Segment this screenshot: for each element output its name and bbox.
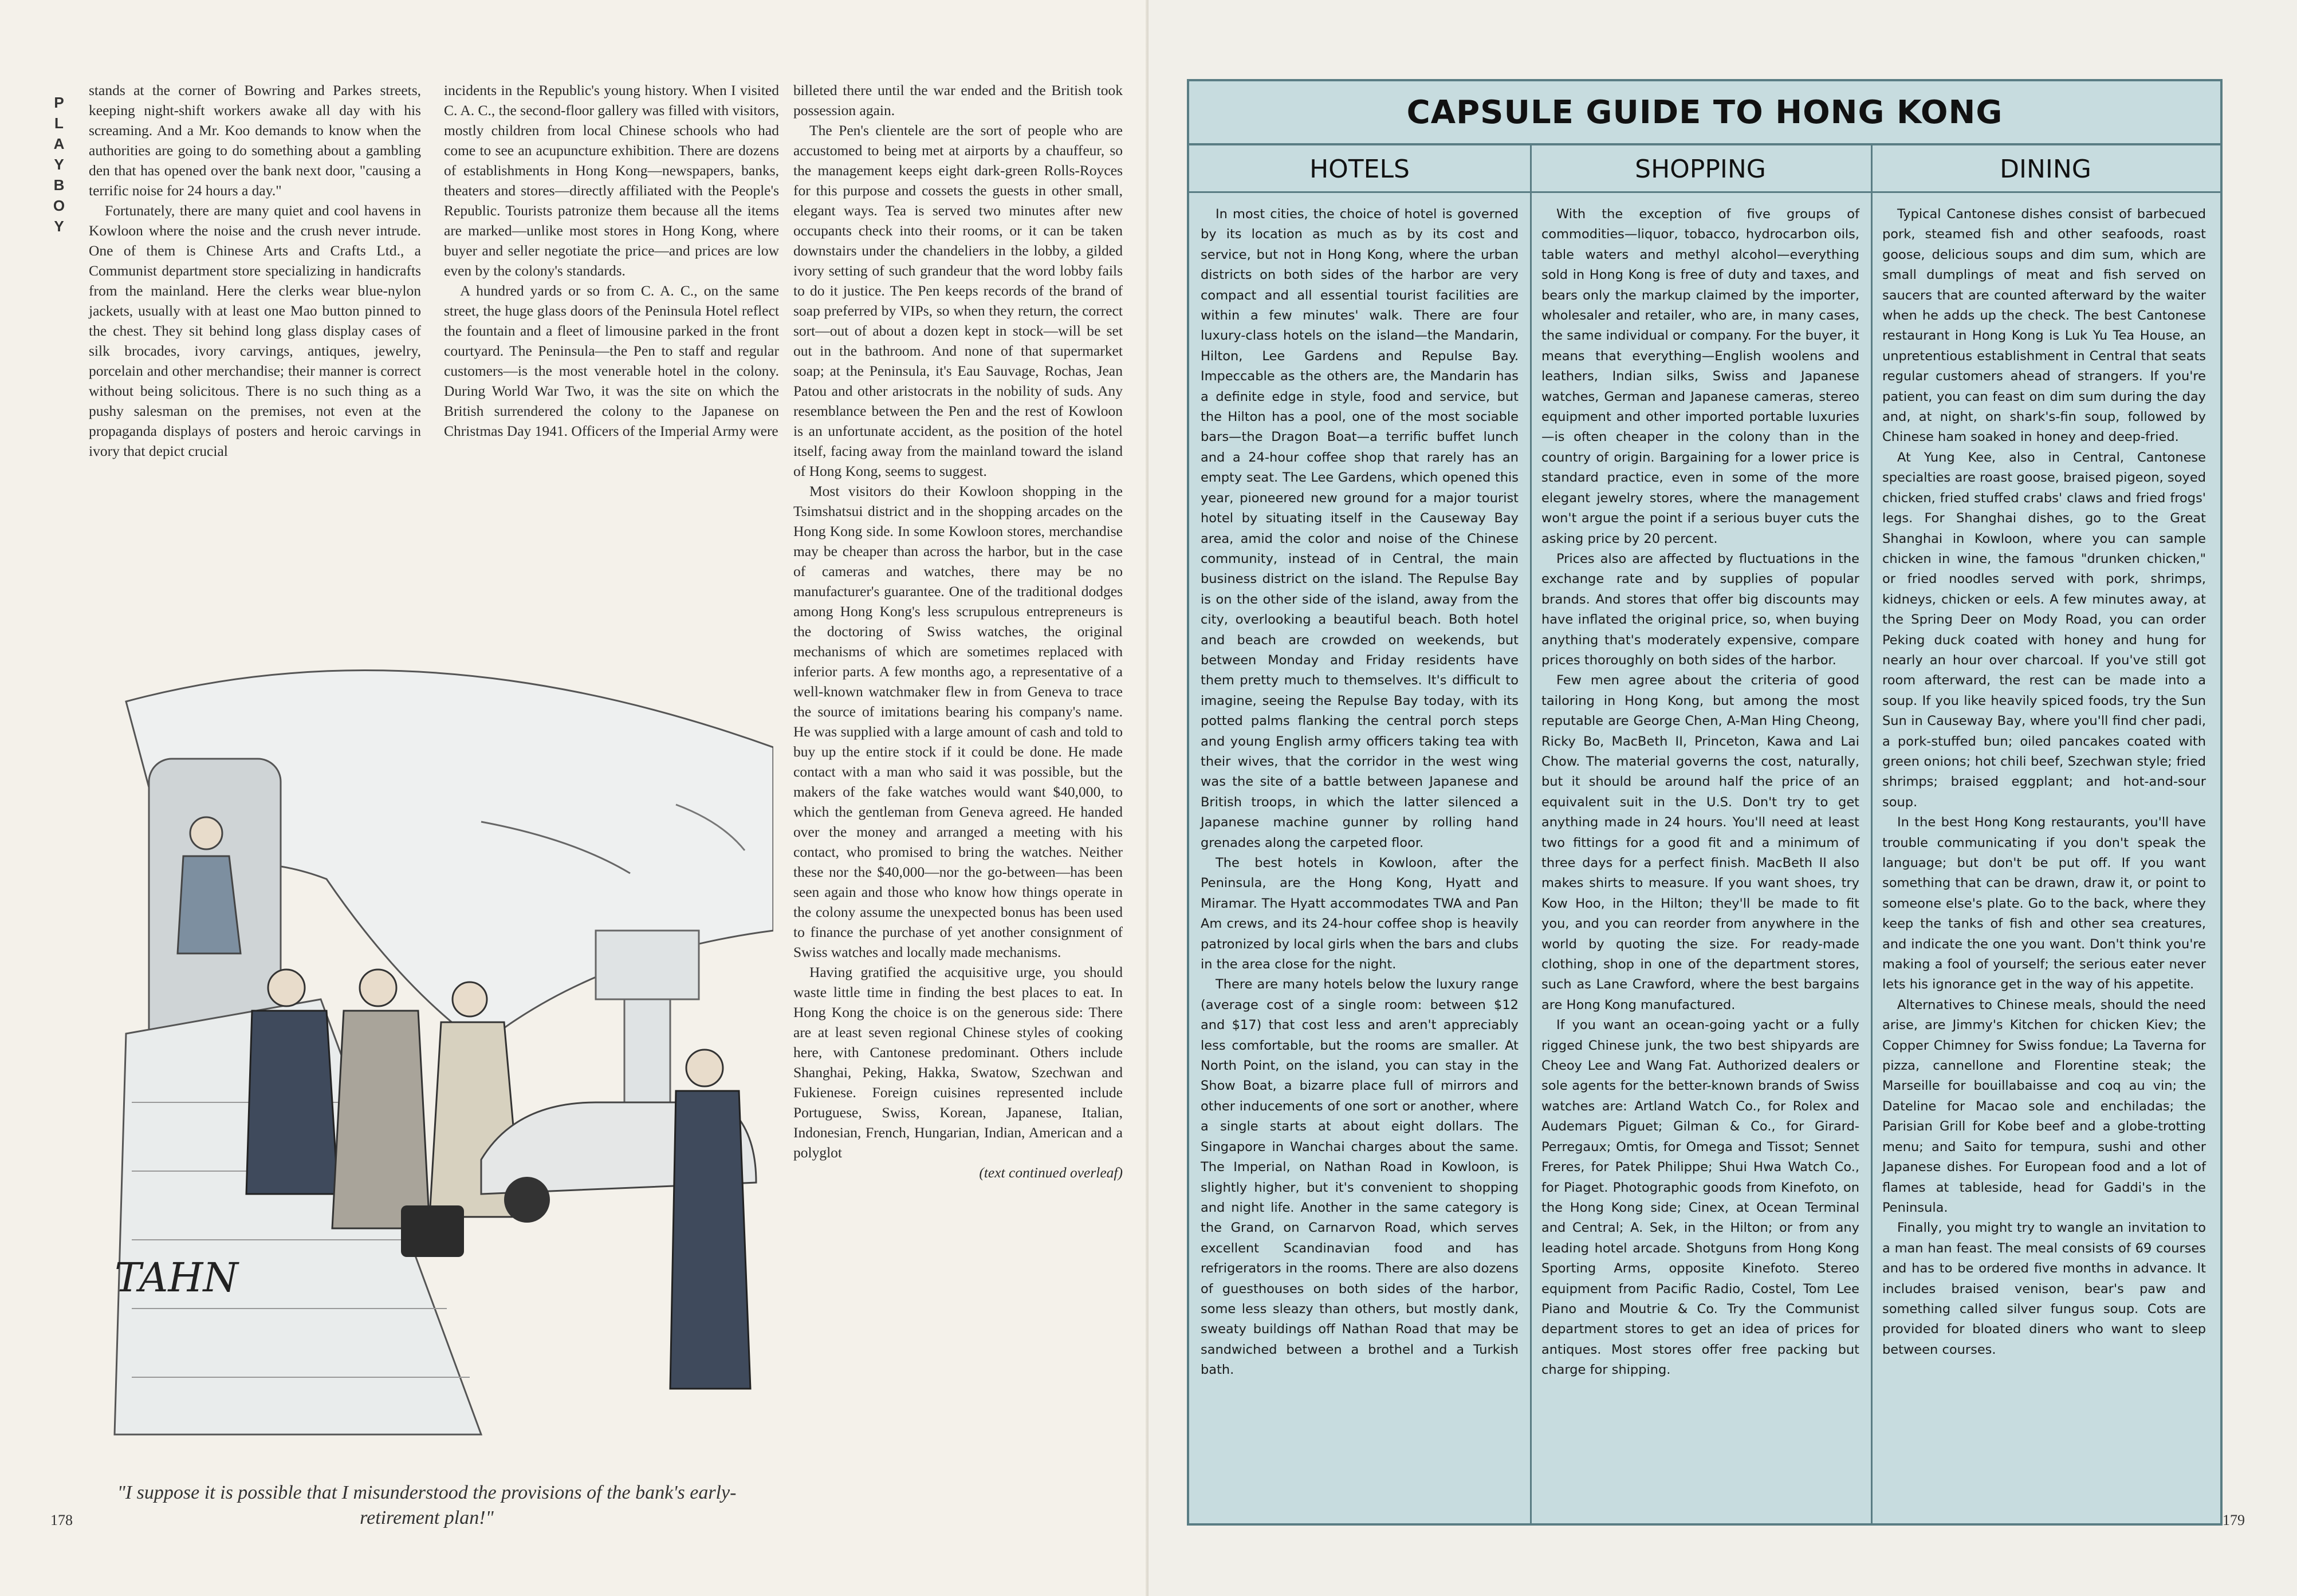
page-number-right: 179 xyxy=(2223,1512,2245,1528)
paragraph: A hundred yards or so from C. A. C., on the same street, the huge glass doors of the Peninsula Hotel reflect the fountain and a fleet of limousine parked in the front courtyard. The Peninsula—the Pen to staff and regular customers—is the most venerable hotel in the colony. During World War Two, it was the site on which the British surrendered the colony to the Japanese on Christmas Day 1941. Officers of the Imperial Army were xyxy=(444,282,779,439)
section-header-shopping: SHOPPING xyxy=(1635,155,1766,184)
paragraph: At Yung Kee, also in Central, Cantonese specialties are roast goose, braised pigeon, soyed chicken, fried stuffed crabs' claws and fried frogs' legs. For Shanghai dishes, go to the Great Shanghai in Kowloon, where you can sample chicken in wine, the famous "drunken chicken," or fried noodles served with pork, shrimps, kidneys, chicken or eels. A few minutes away, at the Spring Deer on Mody Road, you can order Peking duck coated with honey and hung for nearly an hour over charcoal. If you've still got room afterward, the rest can be made into a soup. If you like heavily spiced foods, try the Sun Sun in Causeway Bay, where you'll find cher padi, a pork-stuffed bun; oiled pancakes coated with green onions; hot chili beef, Szechwan style; fried shrimps; braised eggplant; and hot-and-sour soup. xyxy=(1882,450,2206,810)
paragraph: With the exception of five groups of commodities—liquor, tobacco, hydrocarbon oils, table waters and methyl alcohol—everything sold in Hong Kong is free of duty and taxes, and bears only the markup claimed by the importer, wholesaler and retailer, who are, in many cases, the same individual or company. For the buyer, it means that everything—English woolens and leathers, Indian silks, Swiss and Japanese watches, German and Japanese cameras, stereo equipment and other imported portable luxuries—is often cheaper in the colony than in the country of origin. Bargaining for a lower price is standard practice, even in some of the more elegant jewelry stores, where the management won't argue the point if a serious buyer cuts the asking price by 20 percent. xyxy=(1541,207,1859,546)
paragraph: Alternatives to Chinese meals, should the need arise, are Jimmy's Kitchen for chicken Kiev; the Copper Chimney for Swiss fondue; La Taverna for pizza, cannellone and Florentine steak; the Marseille for bouillabaisse and coq au vin; the Dateline for Macao sole and enchiladas; the Parisian Grill for Kobe beef and a globe-trotting menu; and Saito for tempura, sushi and other Japanese dishes. For European food and a lot of flames at tableside, head for Gaddi's in the Peninsula. xyxy=(1882,997,2206,1215)
article-column-2 xyxy=(444,80,779,441)
paragraph: stands at the corner of Bowring and Parkes streets, keeping night-shift workers awake all day with his screaming. And a Mr. Koo demands to know when the authorities are going to do something about a gambling den that has opened over the bank next door, "causing a terrific noise for 24 hours a day." xyxy=(89,82,421,199)
paragraph: Prices also are affected by fluctuations in the exchange rate and by supplies of popular brands. And stores that offer big discounts may have inflated the original price, so, when buying anything that's moderately expensive, compare prices thoroughly on both sides of the harbor. xyxy=(1541,551,1859,668)
paragraph: Having gratified the acquisitive urge, you should waste little time in finding the best places to eat. In Hong Kong the choice is on the generous side: There are at least seven regional Chinese styles of cooking here, with Cantonese predominant. Others include Shanghai, Peking, Hakka, Swatow, Szechwan and Fukienese. Foreign cuisines represented include Portuguese, Swiss, Korean, Japanese, Italian, Indonesian, French, Hungarian, Indian, American and a polyglot xyxy=(793,964,1123,1161)
dining-column xyxy=(1882,204,2206,1360)
paragraph: The Pen's clientele are the sort of people who are accustomed to being met at airports by a chauffeur, so the management keeps eight dark-green Rolls-Royces for this purpose and cossets the guests in other small, elegant ways. Tea is served two minutes after new occupants check into their rooms, or it can be taken downstairs under the chandeliers in the lobby, a gilded ivory setting of such grandeur that the word lobby fails to do it justice. The Pen keeps records of the brand of soap preferred by VIPs, so when they return, the correct sort—out of about a dozen kept in stock—will be set out in the bathroom. And none of that supermarket soap; at the Peninsula, it's Eau Sauvage, Rochas, Jean Patou and other aristocrats in the nobility of suds. Any resemblance between the Pen and the rest of Kowloon is an unfortunate accident, as the position of the hotel itself, facing away from the mainland toward the island of Hong Kong, seems to suggest. xyxy=(793,122,1123,479)
guide-header-rule xyxy=(1189,191,2220,193)
page-number-left: 178 xyxy=(50,1512,73,1528)
article-column-1 xyxy=(89,80,421,461)
paragraph: incidents in the Republic's young history. When I visited C. A. C., the second-floor gallery was filled with visitors, mostly children from local Chinese schools who had come to see an acupuncture exhibition. There are dozens of establishments in Hong Kong—newspapers, banks, theaters and stores—directly affiliated with the People's Republic. Tourists patronize them because all the items are marked—unlike most stores in Hong Kong, where buyer and seller negotiate the price—and prices are low even by the colony's standards. xyxy=(444,82,779,279)
section-header-dining: DINING xyxy=(2000,155,2091,184)
paragraph: Typical Cantonese dishes consist of barbecued pork, steamed fish and other seafoods, roast goose, delicious soups and dim sum, which are small dumplings of meat and fish served on saucers that are counted afterward by the waiter when he adds up the check. The best Cantonese restaurant in Hong Kong is Luk Yu Tea House, an unpretentious establishment in Central that seats regular customers ahead of strangers. If you're patient, you can feast on dim sum during the day and, at night, on shark's-fin soup, followed by Chinese ham soaked in honey and deep-fried. xyxy=(1882,207,2206,445)
cartoon-illustration xyxy=(80,633,773,1463)
masthead: PLAYBOY xyxy=(50,94,68,238)
article-column-3 xyxy=(793,80,1123,1183)
paragraph: There are many hotels below the luxury range (average cost of a single room: between $12 and $17) that cost less and aren't appreciably less comfortable, but the rooms are smaller. At North Point, on the island, you can stay in the Show Boat, a bizarre place full of mirrors and other inducements of one sort or another, where a single starts at about eight dollars. The Singapore in Wanchai charges about the same. The Imperial, on Nathan Road in Kowloon, is slightly higher, but it's convenient to shopping and night life. Another in the same category is the Grand, on Carnarvon Road, which serves excellent Scandinavian food and has refrigerators in the rooms. There are also dozens of guesthouses on both sides of the harbor, some less sleazy than others, but mostly dank, sweaty buildings off Nathan Road that may be sandwiched between a brothel and a Turkish bath. xyxy=(1201,977,1519,1378)
section-header-hotels: HOTELS xyxy=(1309,155,1410,184)
column-divider xyxy=(1530,143,1532,1526)
paragraph: In most cities, the choice of hotel is governed by its location as much as by its cost and service, but not in Hong Kong, where the urban districts on both sides of the harbor are very compact and all essential tourist facilities are within a few minutes' walk. There are four luxury-class hotels on the island—the Mandarin, Hilton, Lee Gardens and Repulse Bay. Impeccable as the others are, the Mandarin has a definite edge in style, food and service, but the Hilton has a pool, one of the most sociable bars—the Dragon Boat—a terrific buffet lunch and a 24-hour coffee shop that rarely has an empty seat. The Lee Gardens, which opened this year, pioneered new ground for a major tourist hotel by situating itself in the Causeway Bay area, amid the color and noise of the Chinese community, instead of in Central, the main business district on the island. The Repulse Bay is on the other side of the island, away from the city, overlooking a beautiful beach. Both hotel and beach are crowded on weekends, but between Monday and Friday residents have them pretty much to themselves. It's difficult to imagine, seeing the Repulse Bay today, with its potted palms flanking the central porch steps and young English army officers taking tea with their wives, that the corridor in the west wing was the site of a battle between Japanese and British troops, in which the latter silenced a Japanese machine gunner by rolling hand grenades along the carpeted floor. xyxy=(1201,207,1519,850)
column-divider xyxy=(1871,143,1873,1526)
paragraph: Fortunately, there are many quiet and cool havens in Kowloon where the noise and the crush never intrude. One of them is Chinese Arts and Crafts Ltd., a Communist department store specializing in handicrafts from the mainland. Here the clerks wear blue-nylon jackets, usually with at least one Mao button pinned to the chest. They sit behind long glass display cases of silk brocades, ivory carvings, antiques, jewelry, porcelain and other merchandise; their manner is correct without being solicitous. There is no such thing as a pushy salesman on the premises, not even at the propaganda displays of posters and heroic carvings in ivory that depict crucial xyxy=(89,202,421,459)
guide-title-rule xyxy=(1189,143,2220,145)
hotels-column xyxy=(1201,204,1519,1381)
shopping-column xyxy=(1541,204,1859,1381)
guide-title: CAPSULE GUIDE TO HONG KONG xyxy=(1406,94,2003,131)
continued-note: (text continued overleaf) xyxy=(979,1164,1123,1181)
paragraph: In the best Hong Kong restaurants, you'll have trouble communicating if you don't speak the language; but don't be put off. If you want something that can be drawn, draw it, or point to someone else's plate. Go to the back, where they keep the tanks of fish and other sea creatures, and indicate the one you want. Don't think you're making a fool of yourself; the serious eater never lets his ignorance get in the way of his appetite. xyxy=(1882,815,2206,992)
paragraph: The best hotels in Kowloon, after the Peninsula, are the Hong Kong, Hyatt and Miramar. The Hyatt accommodates TWA and Pan Am crews, and its 24-hour coffee shop is heavily patronized by local girls when the bars and clubs in the area close for the night. xyxy=(1201,856,1519,972)
paragraph: If you want an ocean-going yacht or a fully rigged Chinese junk, the two best shipyards are Cheoy Lee and Wang Fat. Authorized dealers or sole agents for the better-known brands of Swiss watches are: Artland Watch Co., for Rolex and Audemars Piguet; Gilman & Co., for Girard-Perregaux; Omtis, for Omega and Tissot; Sennet Freres, for Patek Philippe; Shui Hwa Watch Co., for Piaget. Photographic goods from Kinefoto, on the Hong Kong side; Cinex, at Ocean Terminal and Central; A. Sek, in the Hilton; or from any leading hotel arcade. Shotguns from Hong Kong Sporting Arms, opposite Kinefoto. Stereo equipment from Pacific Radio, Costel, Tom Lee Piano and Moutrie & Co. Try the Communist department stores to get an idea of prices for antiques. Most stores offer free packing but charge for shipping. xyxy=(1541,1018,1859,1378)
left-page xyxy=(0,0,1148,1596)
paragraph: Most visitors do their Kowloon shopping in the Tsimshatsui district and in the shopping arcades on the Hong Kong side. In some Kowloon stores, merchandise may be cheaper than across the harbor, but in the case of cameras and watches, there may be no manufacturer's guarantee. One of the traditional dodges among Hong Kong's less scrupulous entrepreneurs is the doctoring of Swiss watches, the original mechanisms of which are sometimes replaced with inferior parts. A few months ago, a representative of a well-known watchmaker flew in from Geneva to trace the source of imitations bearing his company's name. He was supplied with a large amount of cash and told to buy up the entire stock if it could be done. He made contact with a man who said it was possible, but the makers of the fake watches would want $40,000, to which the gentleman from Geneva agreed. He handed over the money and arranged a meeting with his contact, who promised to bring the watches. Neither these nor the $40,000—nor the go-between—has been seen again and those who know how things operate in the colony assume the unexpected bonus has been used to finance the purchase of yet another consignment of Swiss watches and locally made mechanisms. xyxy=(793,483,1123,960)
capsule-guide-box xyxy=(1187,79,2223,1526)
right-page xyxy=(1148,0,2297,1596)
cartoon-signature: TAHN xyxy=(115,1254,238,1301)
paragraph: Few men agree about the criteria of good tailoring in Hong Kong, but among the most reputable are George Chen, A-Man Hing Cheong, Ricky Bo, MacBeth II, Princeton, Kawa and Lai Chow. The material governs the cost, naturally, but it should be around half the price of an equivalent suit in the U.S. Don't try to get anything made in 24 hours. You'll need at least two fittings for a good fit and a minimum of three days for a perfect finish. MacBeth II also makes shirts to measure. If you want shoes, try Kow Hoo, in the Hilton; they'll be made to fit you, and you can reorder from anywhere in the world by quoting the size. For ready-made clothing, shop in one of the department stores, such as Lane Crawford, where the best bargains are Hong Kong manufactured. xyxy=(1541,673,1859,1012)
cartoon-caption: "I suppose it is possible that I misunderstood the provisions of the bank's early-retirement plan!" xyxy=(117,1482,737,1528)
paragraph: billeted there until the war ended and the British took possession again. xyxy=(793,82,1123,119)
paragraph: Finally, you might try to wangle an invitation to a man han feast. The meal consists of 69 courses and has to be ordered five months in advance. It includes braised venison, bear's paw and something called silver fungus soup. Cots are provided for bloated diners who want to sleep between courses. xyxy=(1882,1220,2206,1357)
